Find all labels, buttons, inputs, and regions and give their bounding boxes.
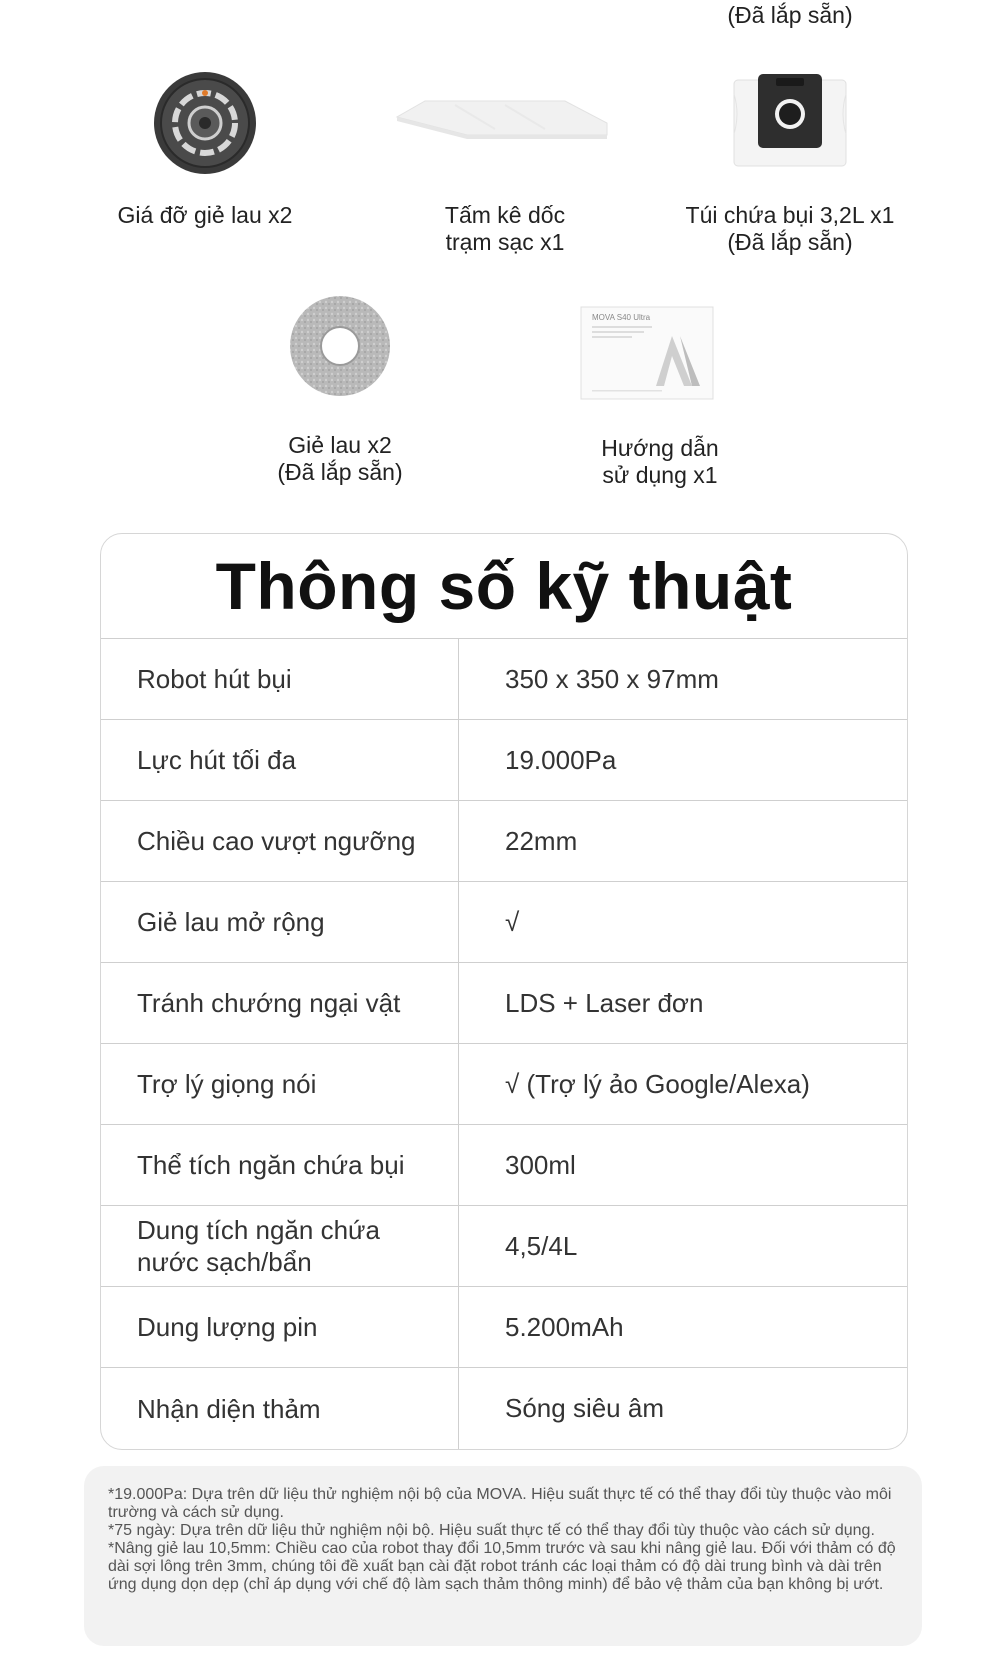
dust-bag-image [730,74,850,175]
spec-value: Sóng siêu âm [505,1393,664,1423]
ramp-image [395,95,610,150]
spec-row [101,720,907,801]
mop-holder-label: Giá đỡ giẻ lau x2 [117,202,293,228]
spec-row [101,1368,907,1449]
spec-row [101,801,907,882]
footnotes [84,1466,922,1646]
spec-key: Dung lượng pin [101,1287,459,1367]
spec-key: Lực hút tối đa [101,720,459,800]
spec-key: Robot hút bụi [101,639,459,719]
spec-value: LDS + Laser đơn [505,987,704,1018]
accessory-dust-bag [665,70,915,260]
top-caption: (Đã lắp sẵn) [727,2,853,28]
dust-bag-label: Túi chứa bụi 3,2L x1 (Đã lắp sẵn) [685,202,895,255]
spec-key: Giẻ lau mở rộng [101,882,459,962]
spec-value: 350 x 350 x 97mm [505,663,719,694]
spec-row [101,882,907,963]
spec-key: Nhận diện thảm [101,1368,459,1449]
spec-key: Tránh chướng ngại vật [101,963,459,1043]
manual-label: Hướng dẫn sử dụng x1 [601,435,719,488]
footnote: *19.000Pa: Dựa trên dữ liệu thử nghiệm nội bộ của MOVA. Hiệu suất thực tế có thể thay đổi tùy thuộc vào môi trường và cách sử dụng. [108,1486,892,1521]
spec-row [101,1044,907,1125]
spec-value: 300ml [505,1149,576,1180]
spec-row [101,1287,907,1368]
spec-row [101,1125,907,1206]
ramp-label: Tấm kê dốc trạm sạc x1 [444,202,566,255]
spec-key: Trợ lý giọng nói [101,1044,459,1124]
spec-value: 4,5/4L [505,1230,578,1261]
mop-holder-image [152,70,258,181]
accessory-mop-holder [100,60,310,230]
spec-key: Thể tích ngăn chứa bụi [101,1125,459,1205]
accessory-mop-pad [230,290,450,485]
spec-value: 5.200mAh [505,1311,624,1342]
spec-title: Thông số kỹ thuật [101,534,907,639]
spec-row [101,1206,907,1287]
mop-pad-image [288,294,392,403]
spec-value: 19.000Pa [505,744,617,775]
footnote: *Nâng giẻ lau 10,5mm: Chiều cao của robot thay đổi 10,5mm trước và sau khi nâng giẻ lau. Đối với thảm có độ dài sợi lông trên 3mm, chúng tôi đề xuất bạn cài đặt robot tránh các loại thảm có độ dài trung bình và dài trên ứng dụng dọn dẹp (chỉ áp dụng với chế độ làm sạch thảm thông minh) để bảo vệ thảm của bạn không bị ướt. [108,1540,896,1593]
accessory-ramp [395,90,615,260]
spec-row [101,963,907,1044]
footnote: *75 ngày: Dựa trên dữ liệu thử nghiệm nội bộ. Hiệu suất thực tế có thể thay đổi tùy thuộc vào cách sử dụng. [108,1522,875,1539]
spec-value: √ [505,906,520,937]
spec-row [101,639,907,720]
spec-value: 22mm [505,825,578,856]
spec-key: Dung tích ngăn chứa nước sạch/bẩn [101,1206,459,1286]
mop-pad-label: Giẻ lau x2 (Đã lắp sẵn) [277,432,403,485]
accessory-manual [550,303,770,493]
spec-key: Chiều cao vượt ngưỡng [101,801,459,881]
manual-cover-title: MOVA S40 Ultra [592,313,651,322]
manual-image [580,306,714,405]
spec-table [100,533,908,1450]
spec-value: √ (Trợ lý ảo Google/Alexa) [505,1068,810,1099]
